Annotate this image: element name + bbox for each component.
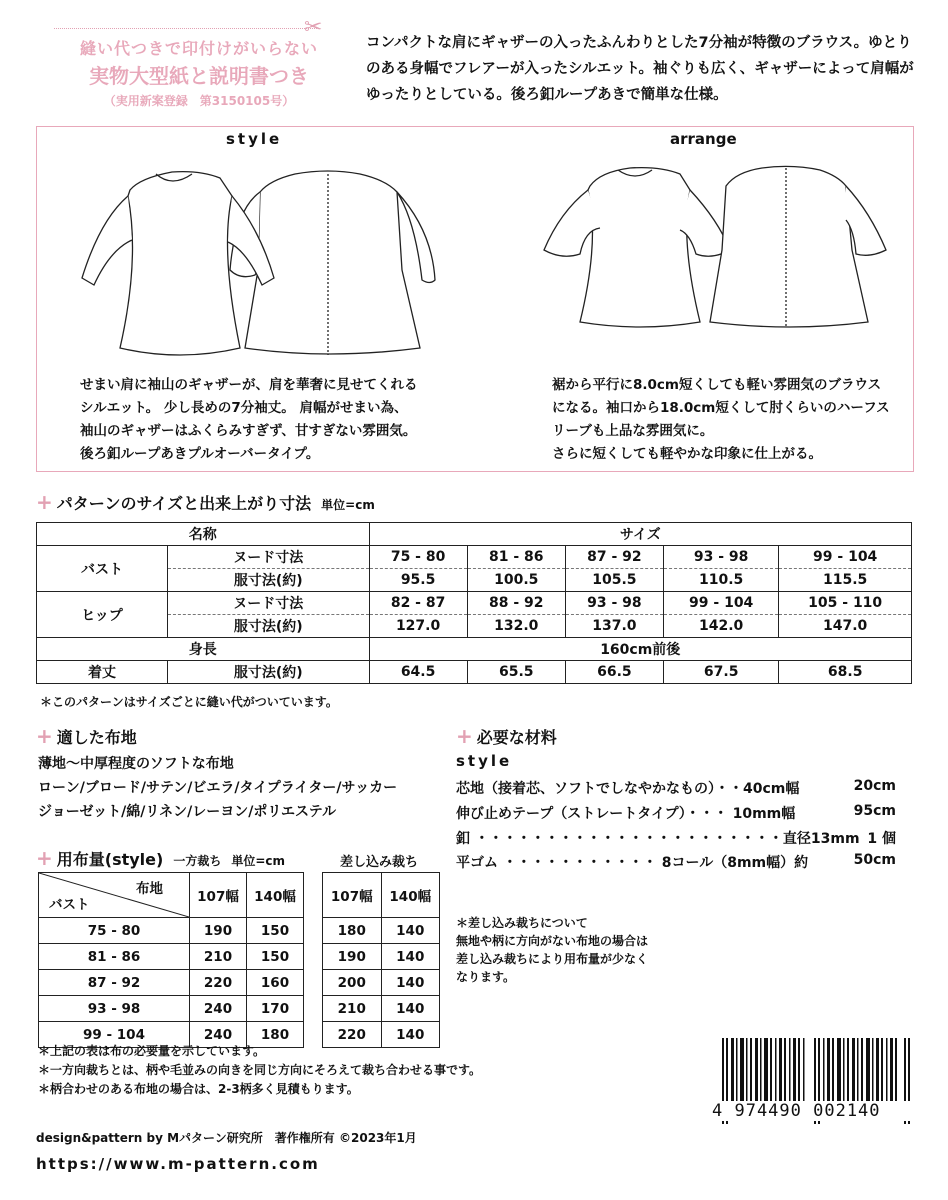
table-row: ヒップ ヌード寸法 82 - 87 88 - 92 93 - 98 99 - 104 105 - 110 — [37, 592, 912, 615]
yardage-notes: ＊上記の表は布の必要量を示しています。 ＊一方向裁ちとは、柄や毛並みの向きを同じ方向にそろえて裁ち合わせる事です。 ＊柄合わせのある布地の場合は、2-3柄多く見積もります。 — [38, 1044, 482, 1096]
table-row: 99 - 104 240 180 — [39, 1022, 304, 1048]
table-row: 75 - 80 190 150 — [39, 918, 304, 944]
tagline-divider — [54, 28, 319, 29]
table-row: 服寸法(約) 127.0 132.0 137.0 142.0 147.0 — [37, 615, 912, 638]
scissors-icon: ✂ — [304, 15, 323, 40]
material-item: 釦 ・・・・・・・・・・・・・・・・・・・・・・直径13mm 1 個 — [456, 831, 896, 847]
intro-text: コンパクトな肩にギャザーの入ったふんわりとした7分袖が特徴のブラウス。ゆとりのある身幅でフレアーが入ったシルエット。袖ぐりも広く、ギャザーによって肩幅がゆったりとしている。後ろ釦ループあきで簡単な仕様。 — [366, 35, 914, 103]
arrange-description: 裾から平行に8.0cm短くしても軽い雰囲気のブラウス になる。袖口から18.0cm短くして肘くらいのハーフス リーブも上品な雰囲気に。 さらに短くしても軽やかな印象に仕上がる。 — [552, 377, 890, 462]
material-item: 平ゴム ・・・・・・・・・・・ 8コール（8mm幅）約 50cm — [456, 852, 896, 871]
style-label: style — [226, 130, 283, 148]
table-row: 190 140 — [323, 944, 440, 970]
arrange-label: arrange — [670, 130, 737, 148]
material-item: 芯地（接着芯、ソフトでしなやかなもの）・・40cm幅 20cm — [456, 778, 896, 797]
mixed-cut-note: ＊差し込み裁ちについて 無地や柄に方向がない布地の場合は 差し込み裁ちにより用布量が少なく なります。 — [456, 916, 649, 984]
yardage-heading: + 用布量(style) 一方裁ち 単位=cm — [36, 846, 286, 870]
fabric-heading: + 適した布地 — [36, 724, 137, 748]
table-row: 200 140 — [323, 970, 440, 996]
style-description: せまい肩に袖山のギャザーが、肩を華奢に見せてくれる シルエット。 少し長めの7分袖丈。 肩幅がせまい為、 袖山のギャザーはふくらみすぎず、甘すぎない雰囲気。 後ろ釦ループあきプルオーバータイプ。 — [80, 377, 418, 462]
style-garment-illustration — [70, 150, 450, 360]
plus-icon: + — [36, 846, 53, 870]
materials-style-label: style — [456, 752, 513, 770]
table-row: 服寸法(約) 95.5 100.5 105.5 110.5 115.5 — [37, 569, 912, 592]
table-row: 着丈 服寸法(約) 64.5 65.5 66.5 67.5 68.5 — [37, 661, 912, 684]
materials-heading: + 必要な材料 — [456, 724, 557, 748]
mixed-cut-label: 差し込み裁ち — [340, 855, 419, 870]
table-row: 93 - 98 240 170 — [39, 996, 304, 1022]
table-row: 87 - 92 220 160 — [39, 970, 304, 996]
table-row: 220 140 — [323, 1022, 440, 1048]
plus-icon: + — [456, 724, 473, 748]
table-row: 180 140 — [323, 918, 440, 944]
size-heading: + パターンのサイズと出来上がり寸法 単位=cm — [36, 490, 375, 514]
yardage-oneway-table: 布地 バスト 107幅 140幅 75 - 80 190 150 81 - 86 210 150 87 - 92 220 160 93 - 98 240 170 99 - 104 240 180 — [38, 872, 304, 1048]
tagline-line1: 縫い代つきで印付けがいらない — [79, 39, 318, 58]
table-row: バスト ヌード寸法 75 - 80 81 - 86 87 - 92 93 - 98 99 - 104 — [37, 546, 912, 569]
col-size: サイズ — [369, 523, 911, 546]
header-cell: 布地 バスト — [39, 873, 190, 918]
yardage-mixed-table: 107幅 140幅 180 140 190 140 200 140 210 140 220 140 — [322, 872, 440, 1048]
table-row: 81 - 86 210 150 — [39, 944, 304, 970]
website-url[interactable]: https://www.m-pattern.com — [36, 1155, 320, 1173]
tagline-line3: （実用新案登録 第3150105号） — [103, 94, 295, 108]
plus-icon: + — [36, 490, 53, 514]
barcode-number: 4 974490 002140 — [712, 1101, 912, 1121]
arrange-garment-illustration — [540, 150, 890, 335]
credit-text: design&pattern by Mパターン研究所 著作権所有 ©2023年1月 — [36, 1131, 417, 1145]
plus-icon: + — [36, 724, 53, 748]
col-name: 名称 — [37, 523, 370, 546]
table-row: 身長 160cm前後 — [37, 638, 912, 661]
tagline-line2: 実物大型紙と説明書つき — [89, 64, 309, 88]
size-note: ＊このパターンはサイズごとに縫い代がついています。 — [40, 695, 338, 709]
size-table — [36, 522, 912, 684]
table-row: 210 140 — [323, 996, 440, 1022]
material-item: 伸び止めテープ（ストレートタイプ）・・・ 10mm幅 95cm — [456, 803, 896, 822]
fabric-list: 薄地～中厚程度のソフトな布地 ローン/ブロード/サテン/ビエラ/タイプライター/サッカー ジョーゼット/綿/リネン/レーヨン/ポリエステル — [38, 756, 398, 820]
